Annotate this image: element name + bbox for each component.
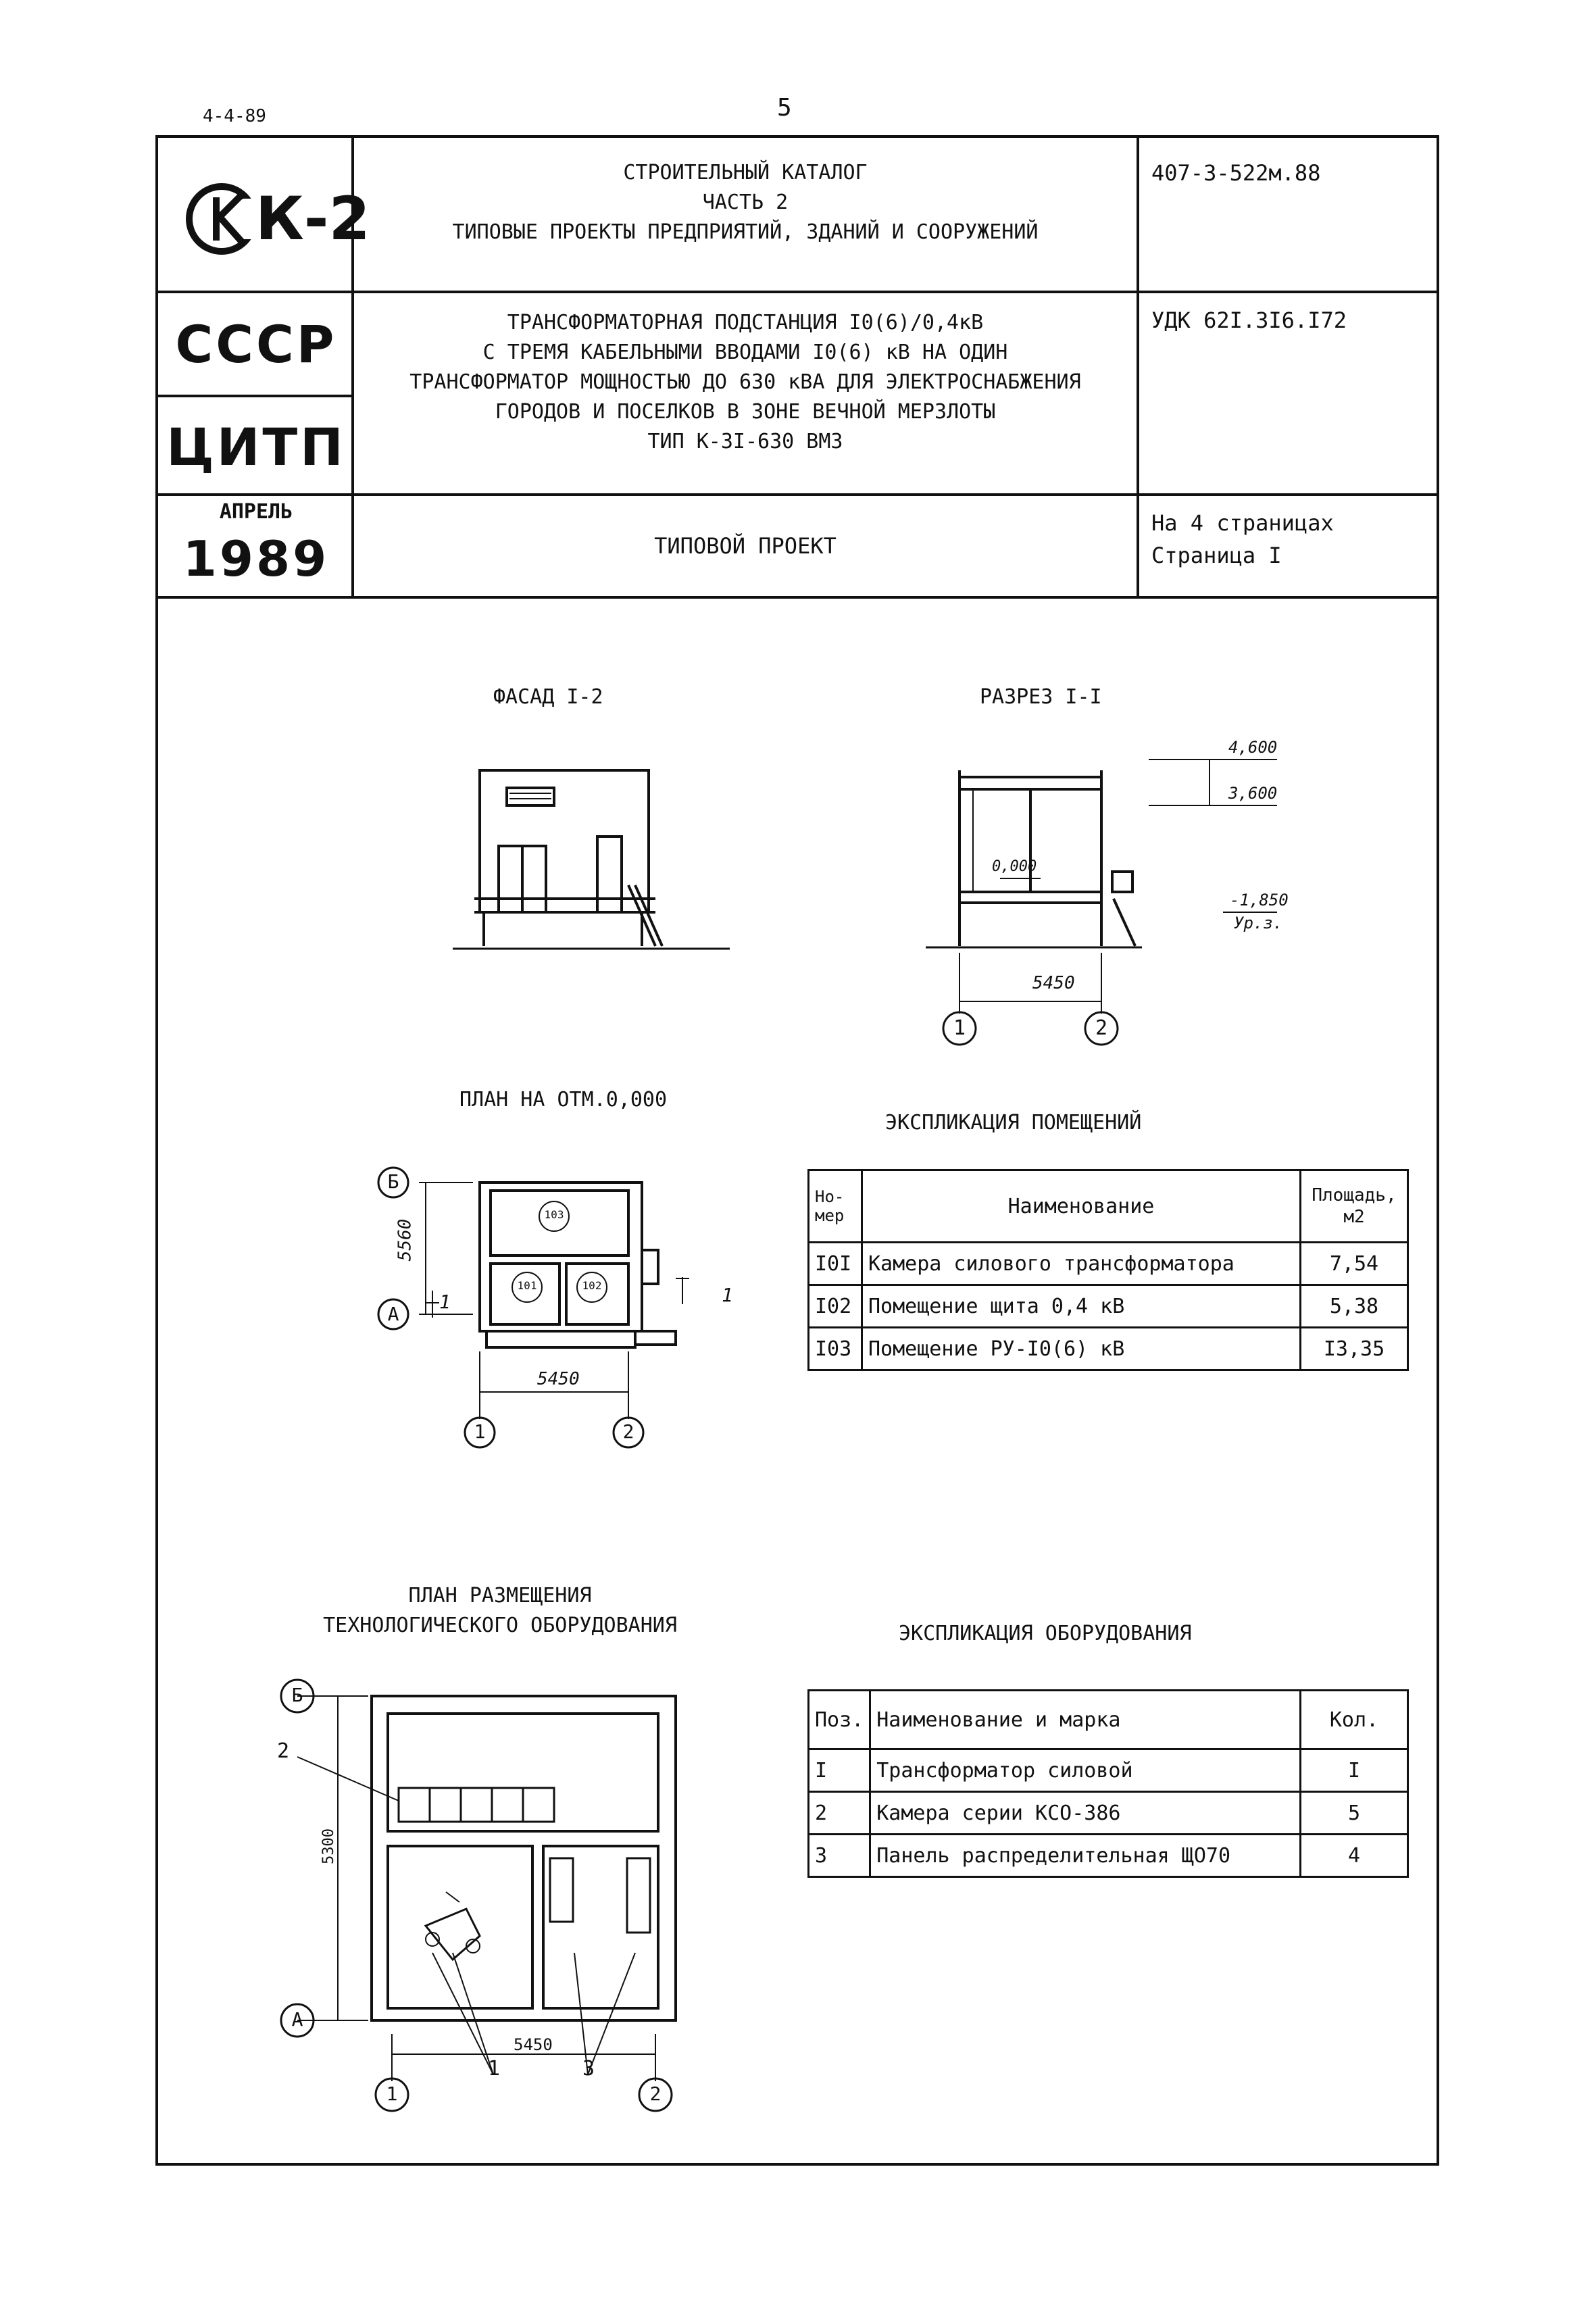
cell-area: 7,54	[1301, 1243, 1408, 1285]
equip-axis-1-label: 1	[386, 2083, 398, 2105]
cut-label-right: 1	[722, 1284, 733, 1306]
plan-axis-1-label: 1	[474, 1420, 486, 1443]
mark-floor: 0,000	[992, 858, 1037, 875]
logo-text: К-2	[255, 184, 370, 253]
cut-label-left: 1	[439, 1291, 451, 1313]
rooms-table	[807, 1169, 1409, 1371]
table-row	[809, 1243, 1408, 1285]
callout-3: 3	[582, 2057, 595, 2081]
header-area: Площадь, м2	[1301, 1170, 1408, 1243]
stamp-row-line	[158, 395, 354, 397]
header-name: Наименование и марка	[870, 1691, 1301, 1749]
equipment-plan-title-line: ПЛАН РАЗМЕЩЕНИЯ	[408, 1584, 592, 1608]
plan-drawing	[358, 1149, 750, 1453]
cell-name: Трансформатор силовой	[870, 1749, 1301, 1792]
org-country: СССР	[175, 314, 337, 374]
room-102-label: 102	[582, 1279, 602, 1292]
axis-1-label: 1	[953, 1016, 966, 1040]
callout-2: 2	[277, 1739, 290, 1763]
axis-b-label: Б	[387, 1170, 399, 1193]
cell-position: 2	[809, 1792, 870, 1835]
cell-name: Помещение РУ-I0(6) кВ	[862, 1328, 1301, 1370]
cell-area: 5,38	[1301, 1285, 1408, 1328]
catalog-number: 407-3-522м.88	[1151, 160, 1321, 186]
equip-axis-b-label: Б	[291, 1684, 303, 1706]
cell-position: I	[809, 1749, 870, 1792]
pages-count: На 4 страницах	[1151, 510, 1334, 536]
cell-position: 3	[809, 1835, 870, 1877]
project-title-line: ГОРОДОВ И ПОСЕЛКОВ В ЗОНЕ ВЕЧНОЙ МЕРЗЛОТЫ	[495, 400, 996, 424]
table-row	[809, 1835, 1408, 1877]
equipment-table-title: ЭКСПЛИКАЦИЯ ОБОРУДОВАНИЯ	[899, 1622, 1192, 1645]
stamp-col-line	[1137, 138, 1139, 597]
equipment-table	[807, 1689, 1409, 1878]
project-title-line: ТРАНСФОРМАТОРНАЯ ПОДСТАНЦИЯ I0(6)/0,4кВ	[507, 311, 984, 334]
table-row	[809, 1285, 1408, 1328]
cell-name: Камера силового трансформатора	[862, 1243, 1301, 1285]
stamp-row-line	[158, 493, 1437, 496]
header-quantity: Кол.	[1301, 1691, 1408, 1749]
facade-title: ФАСАД I-2	[493, 685, 603, 709]
mark-top: 4,600	[1228, 738, 1278, 757]
equipment-plan-title	[284, 1581, 716, 1641]
section-drawing	[899, 730, 1318, 1047]
document-code: 4-4-89	[203, 106, 266, 126]
room-101-label: 101	[517, 1279, 537, 1292]
callout-1: 1	[488, 2057, 501, 2081]
mark-ground: -1,850	[1230, 891, 1289, 910]
mark-upper: 3,600	[1228, 784, 1278, 803]
cell-quantity: 4	[1301, 1835, 1408, 1877]
stamp-row-line	[158, 291, 1437, 293]
cell-name: Помещение щита 0,4 кВ	[862, 1285, 1301, 1328]
page-number: 5	[777, 94, 792, 122]
table-row	[809, 1792, 1408, 1835]
equipment-plan-drawing	[257, 1669, 730, 2115]
project-title-line: ТРАНСФОРМАТОР МОЩНОСТЬЮ ДО 630 кВА ДЛЯ ЭЛЕКТРОСНАБЖЕНИЯ	[409, 370, 1081, 394]
project-title	[354, 308, 1137, 457]
equipment-plan-title-line: ТЕХНОЛОГИЧЕСКОГО ОБОРУДОВАНИЯ	[323, 1614, 677, 1637]
facade-drawing	[419, 757, 757, 960]
equip-axis-2-label: 2	[649, 2083, 662, 2105]
catalog-title	[354, 158, 1137, 247]
rooms-table-title: ЭКСПЛИКАЦИЯ ПОМЕЩЕНИЙ	[885, 1111, 1142, 1135]
catalog-title-line: ЧАСТЬ 2	[702, 191, 789, 214]
header-number: Но- мер	[809, 1170, 862, 1243]
room-103-label: 103	[544, 1208, 564, 1221]
cell-number: I03	[809, 1328, 862, 1370]
axis-a-label: А	[387, 1303, 399, 1325]
issue-month: АПРЕЛЬ	[219, 500, 293, 524]
stamp-row-line	[158, 596, 1437, 599]
project-title-line: ТИП К-3I-630 ВМЗ	[647, 430, 843, 453]
table-header-row	[809, 1170, 1408, 1243]
k2-logo	[182, 178, 370, 259]
header-name: Наименование	[862, 1170, 1301, 1243]
project-title-line: С ТРЕМЯ КАБЕЛЬНЫМИ ВВОДАМИ I0(6) кВ НА ОДИН	[482, 341, 1008, 364]
equip-axis-a-label: А	[291, 2008, 303, 2031]
table-header-row	[809, 1691, 1408, 1749]
org-name: ЦИТП	[166, 417, 346, 477]
cell-number: I0I	[809, 1243, 862, 1285]
equip-dimension-horizontal: 5450	[514, 2035, 553, 2054]
page-index: Страница I	[1151, 543, 1282, 568]
catalog-title-line: ТИПОВЫЕ ПРОЕКТЫ ПРЕДПРИЯТИЙ, ЗДАНИЙ И СООРУЖЕНИЙ	[452, 220, 1039, 244]
table-row	[809, 1749, 1408, 1792]
axis-2-label: 2	[1095, 1016, 1108, 1040]
mark-ground-label: Ур.з.	[1234, 914, 1283, 932]
catalog-title-line: СТРОИТЕЛЬНЫЙ КАТАЛОГ	[623, 161, 868, 184]
equip-dimension-vertical: 5300	[320, 1828, 337, 1864]
cell-number: I02	[809, 1285, 862, 1328]
cell-name: Камера серии КСО-386	[870, 1792, 1301, 1835]
issue-year: 1989	[182, 530, 330, 587]
cell-quantity: 5	[1301, 1792, 1408, 1835]
cell-quantity: I	[1301, 1749, 1408, 1792]
plan-dimension-horizontal: 5450	[537, 1369, 580, 1389]
table-row	[809, 1328, 1408, 1370]
plan-dimension-vertical: 5560	[395, 1218, 416, 1262]
cell-area: I3,35	[1301, 1328, 1408, 1370]
cell-name: Панель распределительная ЩО70	[870, 1835, 1301, 1877]
plan-title: ПЛАН НА ОТМ.0,000	[459, 1088, 668, 1112]
section-dimension: 5450	[1032, 973, 1075, 993]
header-position: Поз.	[809, 1691, 870, 1749]
project-type: ТИПОВОЙ ПРОЕКТ	[654, 533, 837, 559]
udk-code: УДК 62I.3I6.I72	[1151, 307, 1347, 333]
plan-axis-2-label: 2	[622, 1420, 634, 1443]
section-title: РАЗРЕЗ I-I	[980, 685, 1102, 709]
